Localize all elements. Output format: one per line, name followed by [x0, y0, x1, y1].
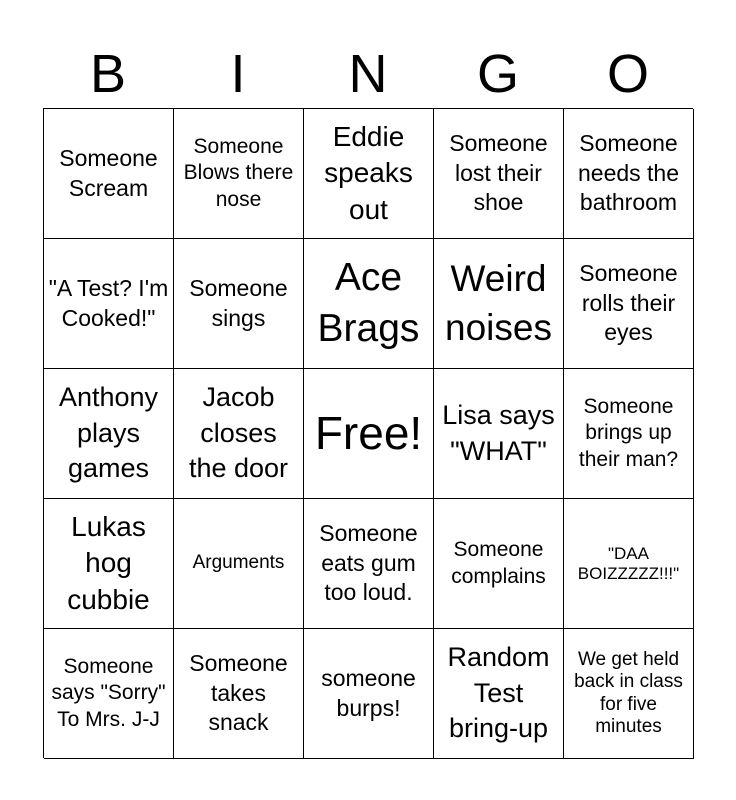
header-letter-o: O: [606, 44, 649, 104]
bingo-cell[interactable]: Jacob closes the door: [174, 369, 304, 499]
bingo-cell[interactable]: Someone lost their shoe: [434, 109, 564, 239]
bingo-header: [43, 40, 693, 108]
bingo-cell[interactable]: Someone says "Sorry" To Mrs. J-J: [44, 629, 174, 759]
bingo-cell[interactable]: Ace Brags: [304, 239, 434, 369]
bingo-cell[interactable]: Eddie speaks out: [304, 109, 434, 239]
bingo-cell[interactable]: Lukas hog cubbie: [44, 499, 174, 629]
bingo-cell[interactable]: Someone brings up their man?: [564, 369, 694, 499]
bingo-cell[interactable]: Lisa says "WHAT": [434, 369, 564, 499]
bingo-cell[interactable]: Someone sings: [174, 239, 304, 369]
bingo-cell[interactable]: Arguments: [174, 499, 304, 629]
bingo-cell[interactable]: "DAA BOIZZZZZ!!!": [564, 499, 694, 629]
header-letter-g: G: [476, 44, 519, 104]
header-letter-i: I: [230, 44, 246, 104]
bingo-cell[interactable]: Someone Scream: [44, 109, 174, 239]
header-letter-n: N: [348, 44, 388, 104]
bingo-cell[interactable]: Someone takes snack: [174, 629, 304, 759]
bingo-cell[interactable]: someone burps!: [304, 629, 434, 759]
bingo-cell[interactable]: Someone needs the bathroom: [564, 109, 694, 239]
bingo-cell[interactable]: Someone eats gum too loud.: [304, 499, 434, 629]
bingo-cell[interactable]: Someone complains: [434, 499, 564, 629]
bingo-cell[interactable]: Random Test bring-up: [434, 629, 564, 759]
bingo-cell[interactable]: Weird noises: [434, 239, 564, 369]
bingo-cell-free[interactable]: Free!: [304, 369, 434, 499]
bingo-cell[interactable]: Anthony plays games: [44, 369, 174, 499]
bingo-cell[interactable]: "A Test? I'm Cooked!": [44, 239, 174, 369]
bingo-cell[interactable]: We get held back in class for five minutes: [564, 629, 694, 759]
bingo-cell[interactable]: Someone rolls their eyes: [564, 239, 694, 369]
bingo-board: [43, 108, 693, 758]
header-letter-b: B: [89, 44, 127, 104]
bingo-cell[interactable]: Someone Blows there nose: [174, 109, 304, 239]
